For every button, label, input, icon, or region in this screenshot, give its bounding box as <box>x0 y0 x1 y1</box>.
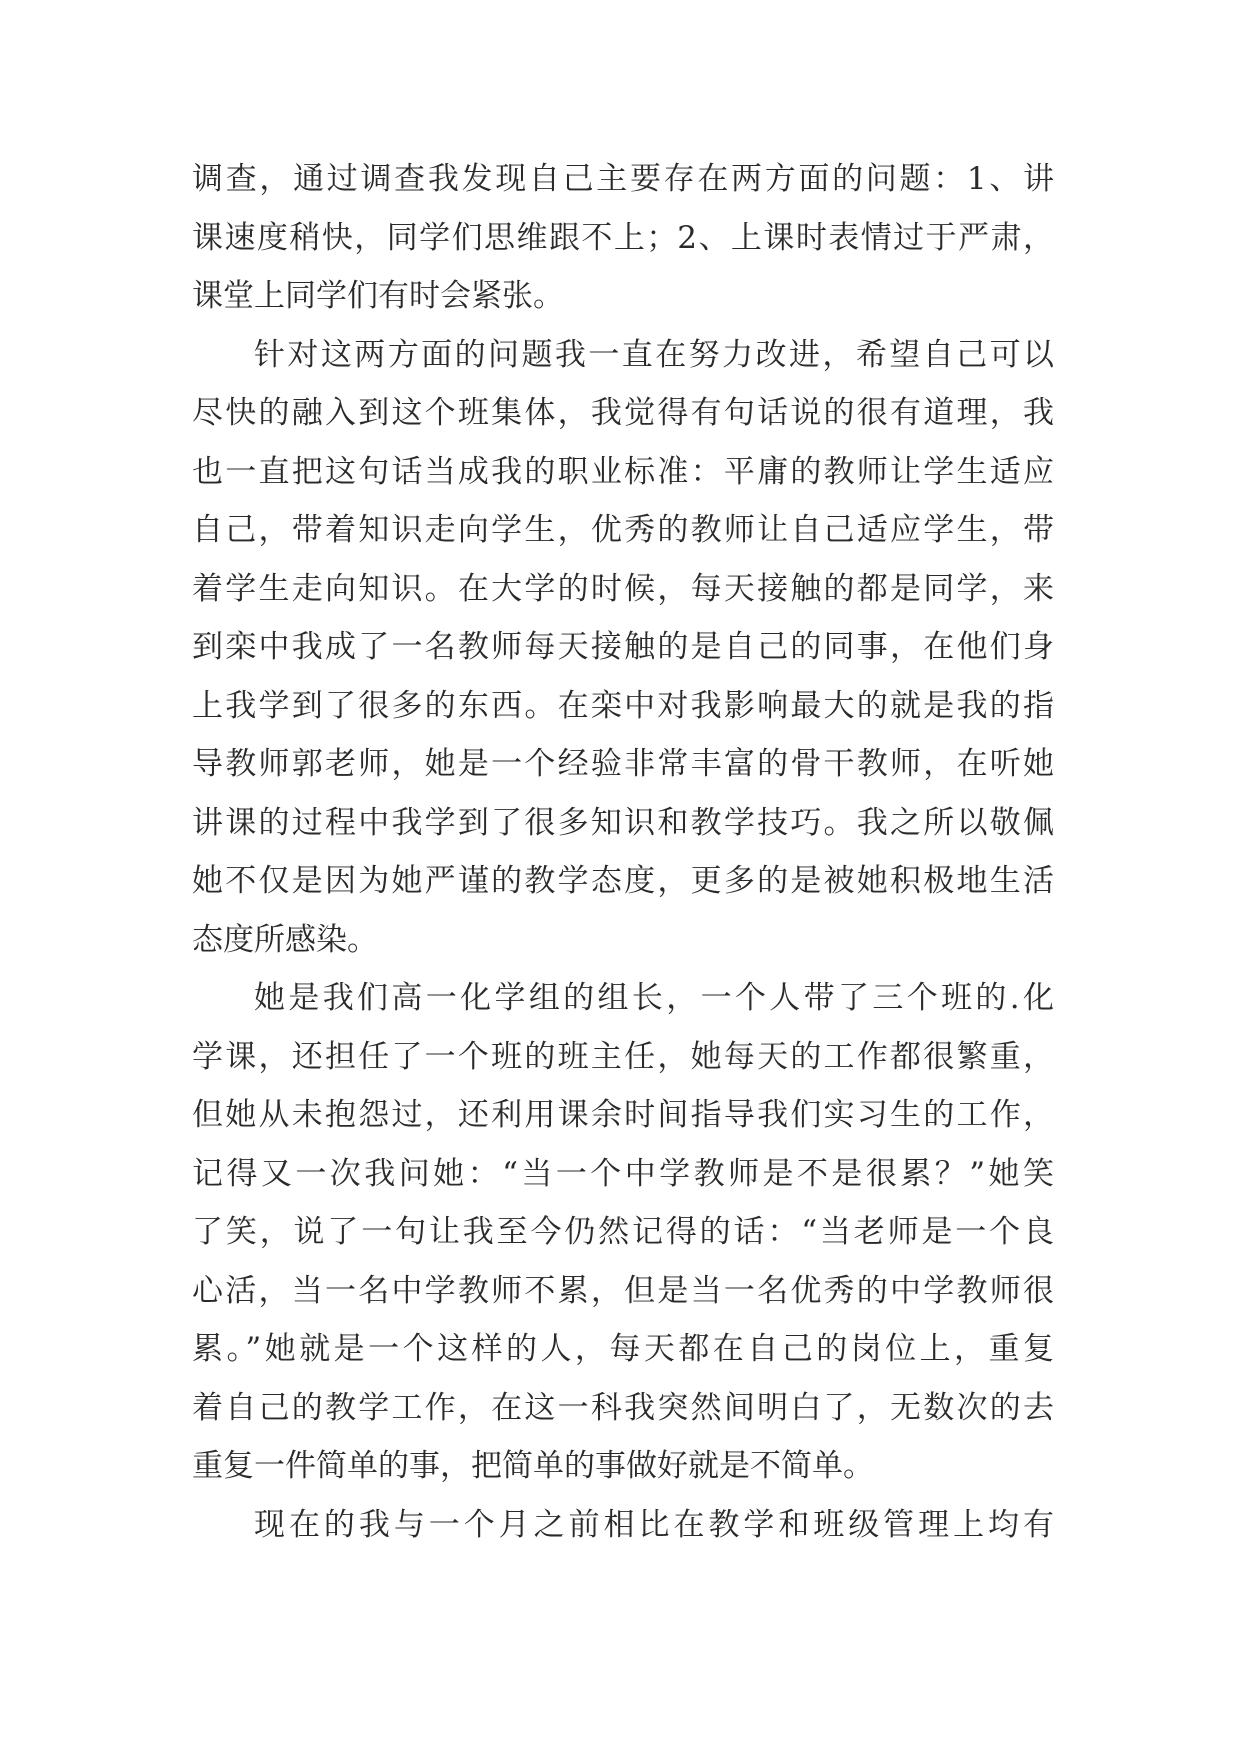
text-line: 调查，通过调查我发现自己主要存在两方面的问题：1、讲 <box>192 161 1054 197</box>
text-line: 态度所感染。 <box>192 921 378 958</box>
text-line: 自己，带着知识走向学生，优秀的教师让自己适应学生，带 <box>192 512 1054 548</box>
text-line: 学课，还担任了一个班的班主任，她每天的工作都很繁重， <box>192 1038 1054 1075</box>
text-line: 重复一件简单的事，把简单的事做好就是不简单。 <box>192 1448 874 1484</box>
text-line: 着自己的教学工作，在这一科我突然间明白了，无数次的去 <box>192 1389 1054 1426</box>
text-line: 现在的我与一个月之前相比在教学和班级管理上均有 <box>254 1506 1054 1543</box>
text-line: 讲课的过程中我学到了很多知识和教学技巧。我之所以敬佩 <box>192 804 1054 841</box>
text-line: 上我学到了很多的东西。在栾中对我影响最大的就是我的指 <box>192 687 1054 724</box>
text-line: 累。”她就是一个这样的人，每天都在自己的岗位上，重复 <box>192 1331 1054 1367</box>
text-line: 导教师郭老师，她是一个经验非常丰富的骨干教师，在听她 <box>192 746 1054 782</box>
text-line: 了笑，说了一句让我至今仍然记得的话：“当老师是一个良 <box>192 1214 1054 1250</box>
text-line: 尽快的融入到这个班集体，我觉得有句话说的很有道理，我 <box>192 395 1054 431</box>
text-line: 课堂上同学们有时会紧张。 <box>192 278 564 314</box>
text-line: 心活，当一名中学教师不累，但是当一名优秀的中学教师很 <box>192 1272 1054 1309</box>
text-line: 也一直把这句话当成我的职业标准：平庸的教师让学生适应 <box>192 453 1054 490</box>
text-line: 但她从未抱怨过，还利用课余时间指导我们实习生的工作， <box>192 1097 1054 1133</box>
text-line: 着学生走向知识。在大学的时候，每天接触的都是同学，来 <box>192 570 1054 607</box>
text-line: 针对这两方面的问题我一直在努力改进，希望自己可以 <box>254 336 1054 373</box>
text-line: 她是我们高一化学组的组长，一个人带了三个班的.化 <box>254 980 1054 1016</box>
document-body-text <box>192 150 1054 1554</box>
text-line: 记得又一次我问她：“当一个中学教师是不是很累？”她笑 <box>192 1155 1054 1192</box>
text-line: 课速度稍快，同学们思维跟不上；2、上课时表情过于严肃， <box>192 219 1054 256</box>
text-line: 到栾中我成了一名教师每天接触的是自己的同事，在他们身 <box>192 629 1054 665</box>
text-line: 她不仅是因为她严谨的教学态度，更多的是被她积极地生活 <box>192 863 1054 899</box>
